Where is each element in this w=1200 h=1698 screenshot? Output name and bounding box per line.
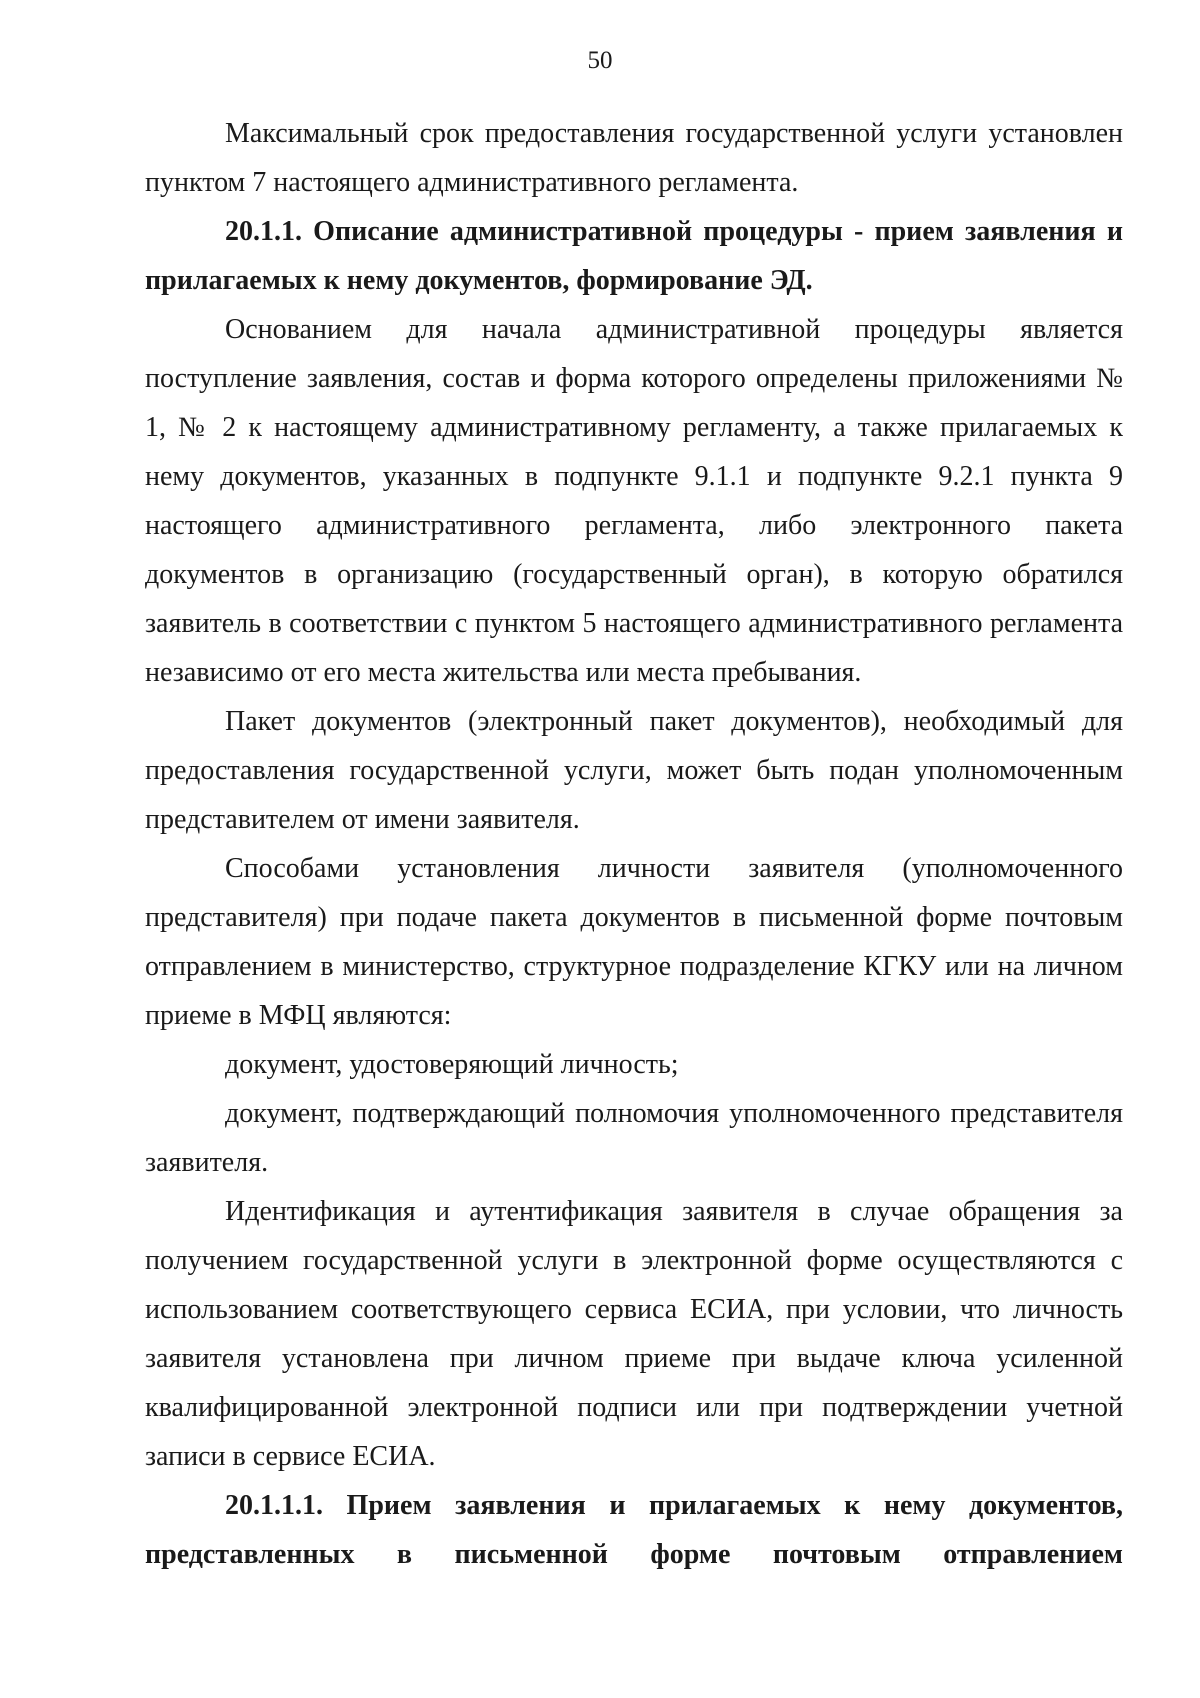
paragraph-grounds: Основанием для начала административной процедуры является поступление заявления, состав и форма которого определены приложениями № 1, № 2 к настоящему административному регламенту, а также прилагаемых к нему документов, указанных в подпункте 9.1.1 и подпункте 9.2.1 пункта 9 настоящего административного регламента, либо электронного пакета документов в организацию (государственный орган), в которую обратился заявитель в соответствии с пунктом 5 настоящего административного регламента независимо от его места жительства или места пребывания.: [145, 314, 1123, 688]
list-item-authority-document: документ, подтверждающий полномочия уполномоченного представителя заявителя.: [145, 1098, 1123, 1178]
section-heading-20-1-1-1: 20.1.1.1. Прием заявления и прилагаемых к нему документов, представленных в письменной форме почтовым отправлением: [145, 1490, 1123, 1570]
document-body: [145, 109, 1123, 1579]
paragraph-identity-methods: Способами установления личности заявителя (уполномоченного представителя) при подаче пакета документов в письменной форме почтовым отправлением в министерство, структурное подразделение КГКУ или на личном приеме в МФЦ являются:: [145, 853, 1123, 1031]
page-number: 50: [587, 47, 613, 74]
paragraph-esia-identification: Идентификация и аутентификация заявителя в случае обращения за получением государственной услуги в электронной форме осуществляются с использованием соответствующего сервиса ЕСИА, при условии, что личность заявителя установлена при личном приеме при выдаче ключа усиленной квалифицированной электронной подписи или при подтверждении учетной записи в сервисе ЕСИА.: [145, 1196, 1123, 1472]
paragraph-max-term: Максимальный срок предоставления государственной услуги установлен пунктом 7 настоящего административного регламента.: [145, 118, 1123, 198]
section-heading-20-1-1: 20.1.1. Описание административной процедуры - прием заявления и прилагаемых к нему документов, формирование ЭД.: [145, 216, 1123, 296]
list-item-identity-document: документ, удостоверяющий личность;: [225, 1049, 679, 1080]
paragraph-representative: Пакет документов (электронный пакет документов), необходимый для предоставления государственной услуги, может быть подан уполномоченным представителем от имени заявителя.: [145, 706, 1123, 835]
